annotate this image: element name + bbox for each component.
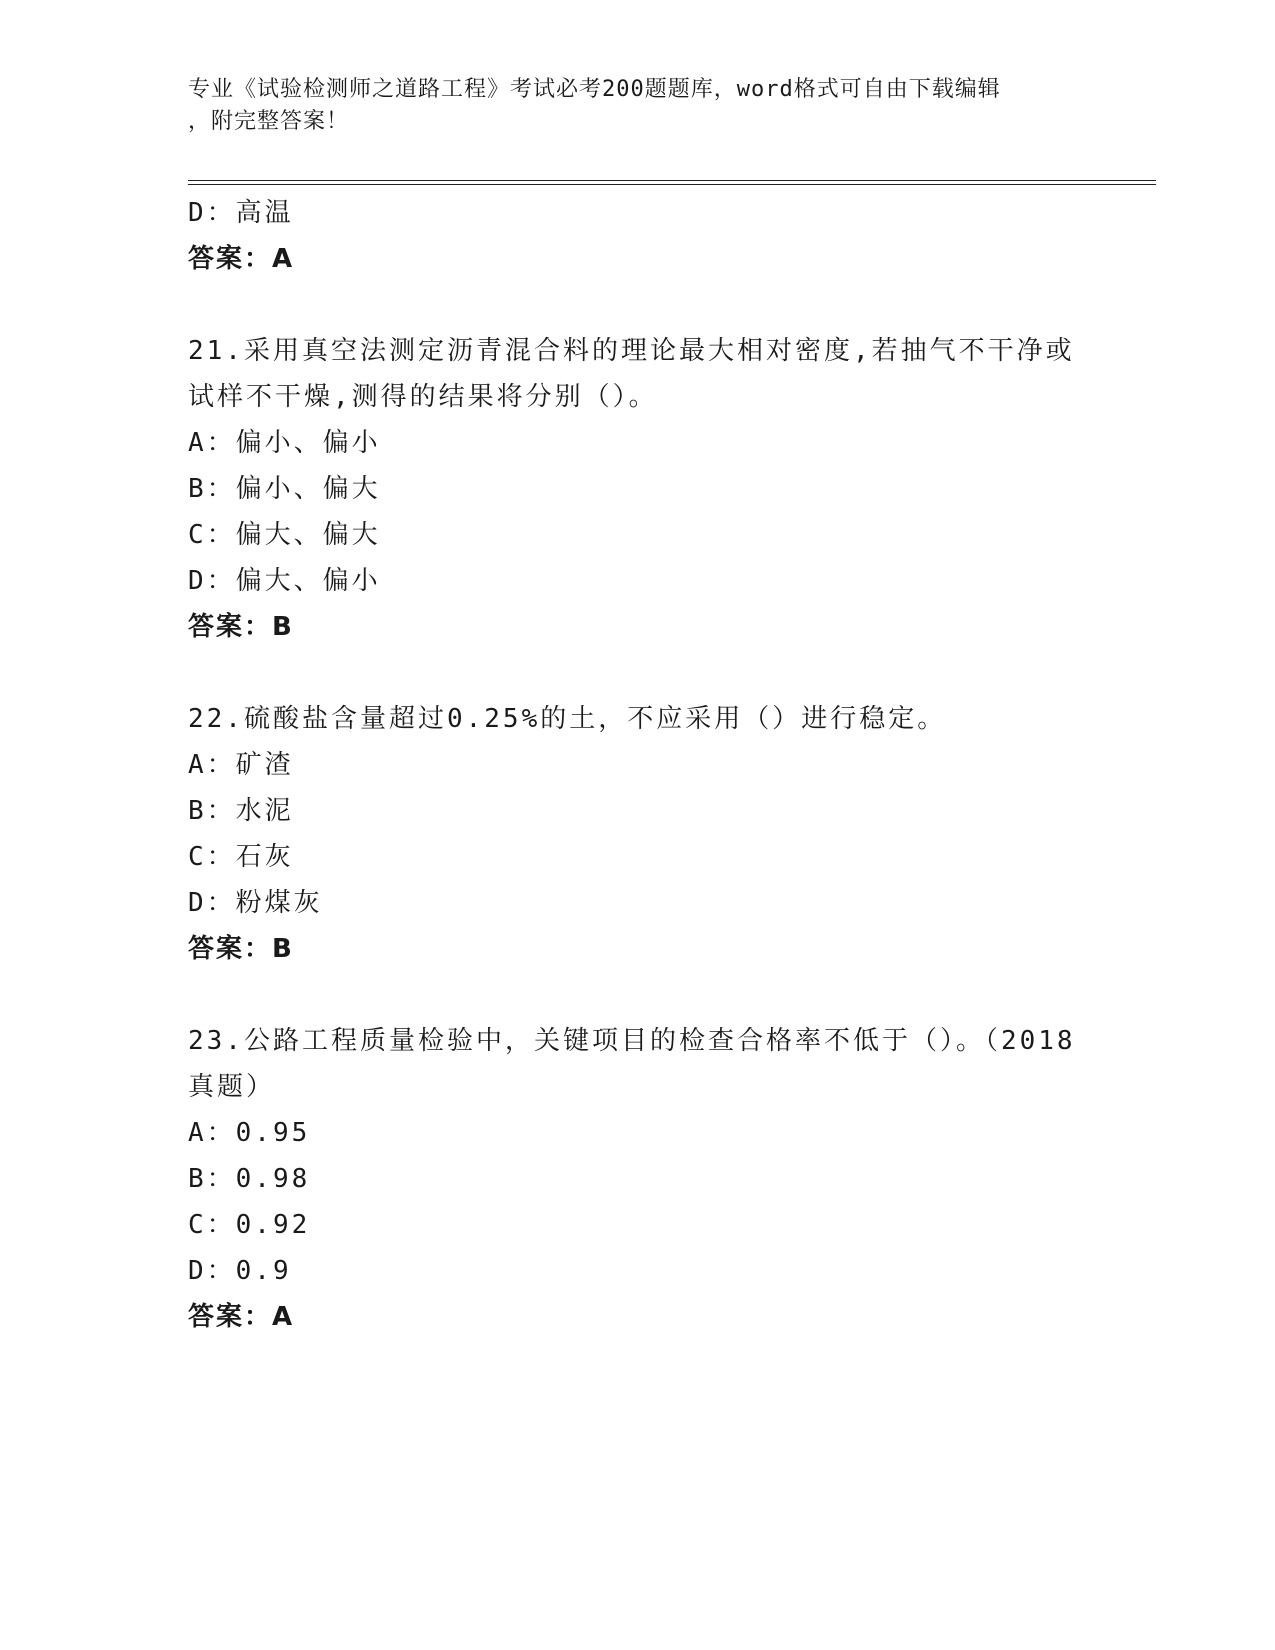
option-d: D：偏大、偏小	[188, 566, 381, 596]
header-title-line: 专业《试验检测师之道路工程》考试必考200题题库，word格式可自由下载编辑	[188, 77, 1001, 102]
spacer	[188, 650, 1088, 696]
answer-line: 答案：A	[188, 1302, 295, 1332]
question-stem-continued: 试样不干燥,测得的结果将分别（）。	[188, 382, 658, 412]
option-b: B：水泥	[188, 796, 294, 826]
option-d: D：0.9	[188, 1256, 292, 1286]
spacer	[188, 282, 1088, 328]
question-stem: 21.采用真空法测定沥青混合料的理论最大相对密度,若抽气不干净或	[188, 336, 1075, 366]
spacer	[188, 972, 1088, 1018]
document-header	[188, 74, 1068, 138]
question-stem: 22.硫酸盐含量超过0.25%的土，不应采用（）进行稳定。	[188, 704, 947, 734]
option-d: D：高温	[188, 198, 294, 228]
option-c: C：0.92	[188, 1210, 311, 1240]
option-b: B：偏小、偏大	[188, 474, 381, 504]
option-a: A：偏小、偏小	[188, 428, 381, 458]
answer-line: 答案：B	[188, 934, 294, 964]
option-c: C：偏大、偏大	[188, 520, 381, 550]
question-list	[188, 190, 1088, 1340]
answer-line: 答案：B	[188, 612, 294, 642]
option-a: A：矿渣	[188, 750, 294, 780]
header-subtitle-line: ，附完整答案！	[188, 109, 350, 134]
option-d: D：粉煤灰	[188, 888, 323, 918]
option-a: A：0.95	[188, 1118, 311, 1148]
header-divider	[188, 180, 1156, 185]
option-c: C：石灰	[188, 842, 294, 872]
question-stem: 23.公路工程质量检验中，关键项目的检查合格率不低于（）。（2018	[188, 1026, 1076, 1056]
answer-line: 答案：A	[188, 244, 295, 274]
option-b: B：0.98	[188, 1164, 311, 1194]
question-stem-continued: 真题）	[188, 1072, 276, 1102]
